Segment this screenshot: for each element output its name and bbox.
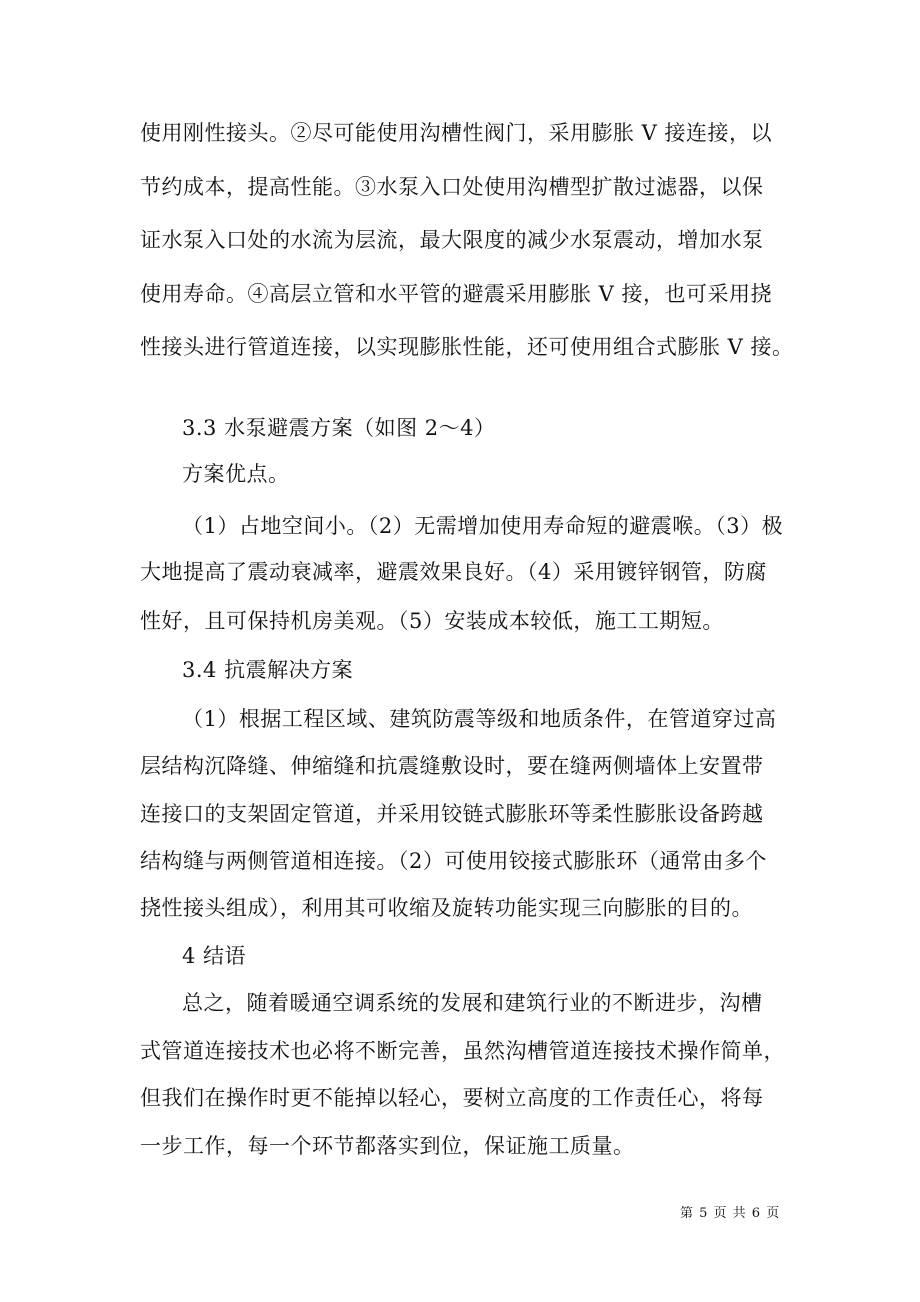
body-line: 证水泵入口处的水流为层流，最大限度的减少水泵震动，增加水泵: [140, 228, 764, 252]
body-line: 方案优点。: [182, 462, 290, 486]
body-line: 但我们在操作时更不能掉以轻心，要树立高度的工作责任心，将每: [140, 1086, 764, 1110]
body-line: 性接头进行管道连接，以实现膨胀性能，还可使用组合式膨胀 V 接。: [140, 335, 794, 359]
body-line: 挠性接头组成），利用其可收缩及旋转功能实现三向膨胀的目的。: [140, 896, 753, 920]
body-line: 结构缝与两侧管道相连接。（2）可使用铰接式膨胀环（通常由多个: [140, 849, 767, 873]
body-line: 大地提高了震动衰减率，避震效果良好。（4）采用镀锌钢管，防腐: [140, 560, 767, 584]
body-line: 层结构沉降缝、伸缩缝和抗震缝敷设时，要在缝两侧墙体上安置带: [140, 754, 764, 778]
section-heading-3-3: 3.3 水泵避震方案（如图 2～4）: [182, 416, 496, 440]
body-line: 节约成本，提高性能。③水泵入口处使用沟槽型扩散过滤器，以保: [140, 175, 764, 199]
body-line: 使用寿命。④高层立管和水平管的避震采用膨胀 V 接，也可采用挠: [140, 282, 773, 306]
body-line: （1）根据工程区域、建筑防震等级和地质条件，在管道穿过高: [182, 707, 777, 731]
body-line: 总之，随着暖通空调系统的发展和建筑行业的不断进步，沟槽: [182, 991, 763, 1015]
body-line: 性好，且可保持机房美观。（5）安装成本较低，施工工期短。: [140, 609, 724, 633]
body-line: 使用刚性接头。②尽可能使用沟槽性阀门，采用膨胀 V 接连接，以: [140, 121, 773, 145]
body-line: 式管道连接技术也必将不断完善，虽然沟槽管道连接技术操作简单，: [140, 1039, 785, 1063]
section-heading-4: 4 结语: [182, 944, 247, 968]
section-heading-3-4: 3.4 抗震解决方案: [182, 658, 354, 682]
body-line: 连接口的支架固定管道，并采用铰链式膨胀环等柔性膨胀设备跨越: [140, 802, 764, 826]
body-line: 一步工作，每一个环节都落实到位，保证施工质量。: [140, 1134, 635, 1158]
page-footer: 第 5 页 共 6 页: [680, 1206, 781, 1221]
body-line: （1）占地空间小。（2）无需增加使用寿命短的避震喉。（3）极: [182, 514, 784, 538]
